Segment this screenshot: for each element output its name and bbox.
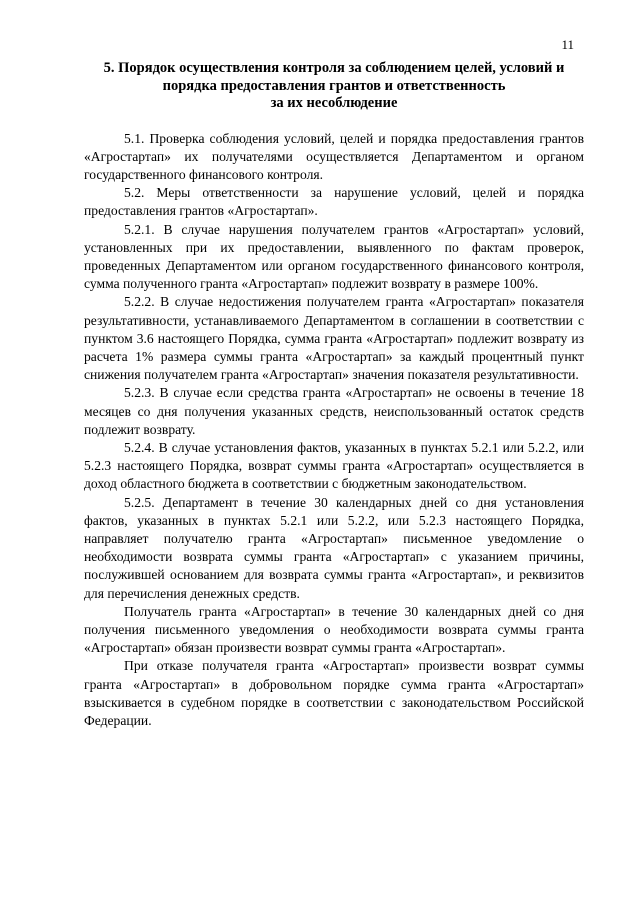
paragraph-5-2-2: 5.2.2. В случае недостижения получателем гранта «Агростартап» показателя результативности, устанавливаемого Департаментом в соглашении в соответствии с пунктом 3.6 настоящего Порядка, сумма гранта «Агростартап» подлежит возврату из расчета 1% размера суммы гранта «Агростартап» за каждый процентный пункт снижения получателем гранта «Агростартап» значения показателя результативности. xyxy=(84,294,584,383)
paragraph-5-2: 5.2. Меры ответственности за нарушение условий, целей и порядка предоставления грантов «Агростартап». xyxy=(84,185,584,219)
section-heading xyxy=(84,0,584,113)
paragraph-5-2-4: 5.2.4. В случае установления фактов, указанных в пунктах 5.2.1 или 5.2.2, или 5.2.3 настоящего Порядка, возврат суммы гранта «Агростартап» осуществляется в доход областного бюджета в соответствии с бюджетным законодательством. xyxy=(84,439,584,492)
paragraph-5-2-1: 5.2.1. В случае нарушения получателем грантов «Агростартап» условий, установленных при их предоставлении, выявленного по фактам проверок, проведенных Департаментом или органом государственного финансового контроля, сумма полученного гранта «Агростартап» подлежит возврату в размере 100%. xyxy=(84,221,584,292)
paragraph-5-2-3: 5.2.3. В случае если средства гранта «Агростартап» не освоены в течение 18 месяцев со дня получения указанных средств, неиспользованный остаток средств подлежит возврату. xyxy=(84,385,584,437)
section-heading-line: за их несоблюдение xyxy=(270,95,398,111)
section-heading-line: порядка предоставления грантов и ответственность xyxy=(162,77,506,94)
paragraph-5-1: 5.1. Проверка соблюдения условий, целей и порядка предоставления грантов «Агростартап» их получателями осуществляется Департаментом и органом государственного финансового контроля. xyxy=(84,130,584,182)
paragraph-refund-obligation: Получатель гранта «Агростартап» в течение 30 календарных дней со дня получения письменного уведомления о необходимости возврата суммы гранта «Агростартап» обязан произвести возврат суммы гранта «Агростартап». xyxy=(84,603,584,656)
section-heading-line: 5. Порядок осуществления контроля за соблюдением целей, условий и xyxy=(103,60,565,76)
document-body xyxy=(84,130,584,731)
page-number: 11 xyxy=(561,37,574,52)
paragraph-judicial-recovery: При отказе получателя гранта «Агростартап» произвести возврат суммы гранта «Агростартап» в добровольном порядке сумма гранта «Агростартап» взыскивается в судебном порядке в соответствии с законодательством Российской Федерации. xyxy=(84,658,584,728)
paragraph-5-2-5: 5.2.5. Департамент в течение 30 календарных дней со дня установления фактов, указанных в пунктах 5.2.1 или 5.2.2, или 5.2.3 настоящего Порядка, направляет получателю гранта «Агростартап» письменное уведомление о необходимости возврата суммы гранта «Агростартап» с указанием причины, послужившей основанием для возврата суммы гранта «Агростартап», и реквизитов для перечисления денежных средств. xyxy=(84,494,584,601)
